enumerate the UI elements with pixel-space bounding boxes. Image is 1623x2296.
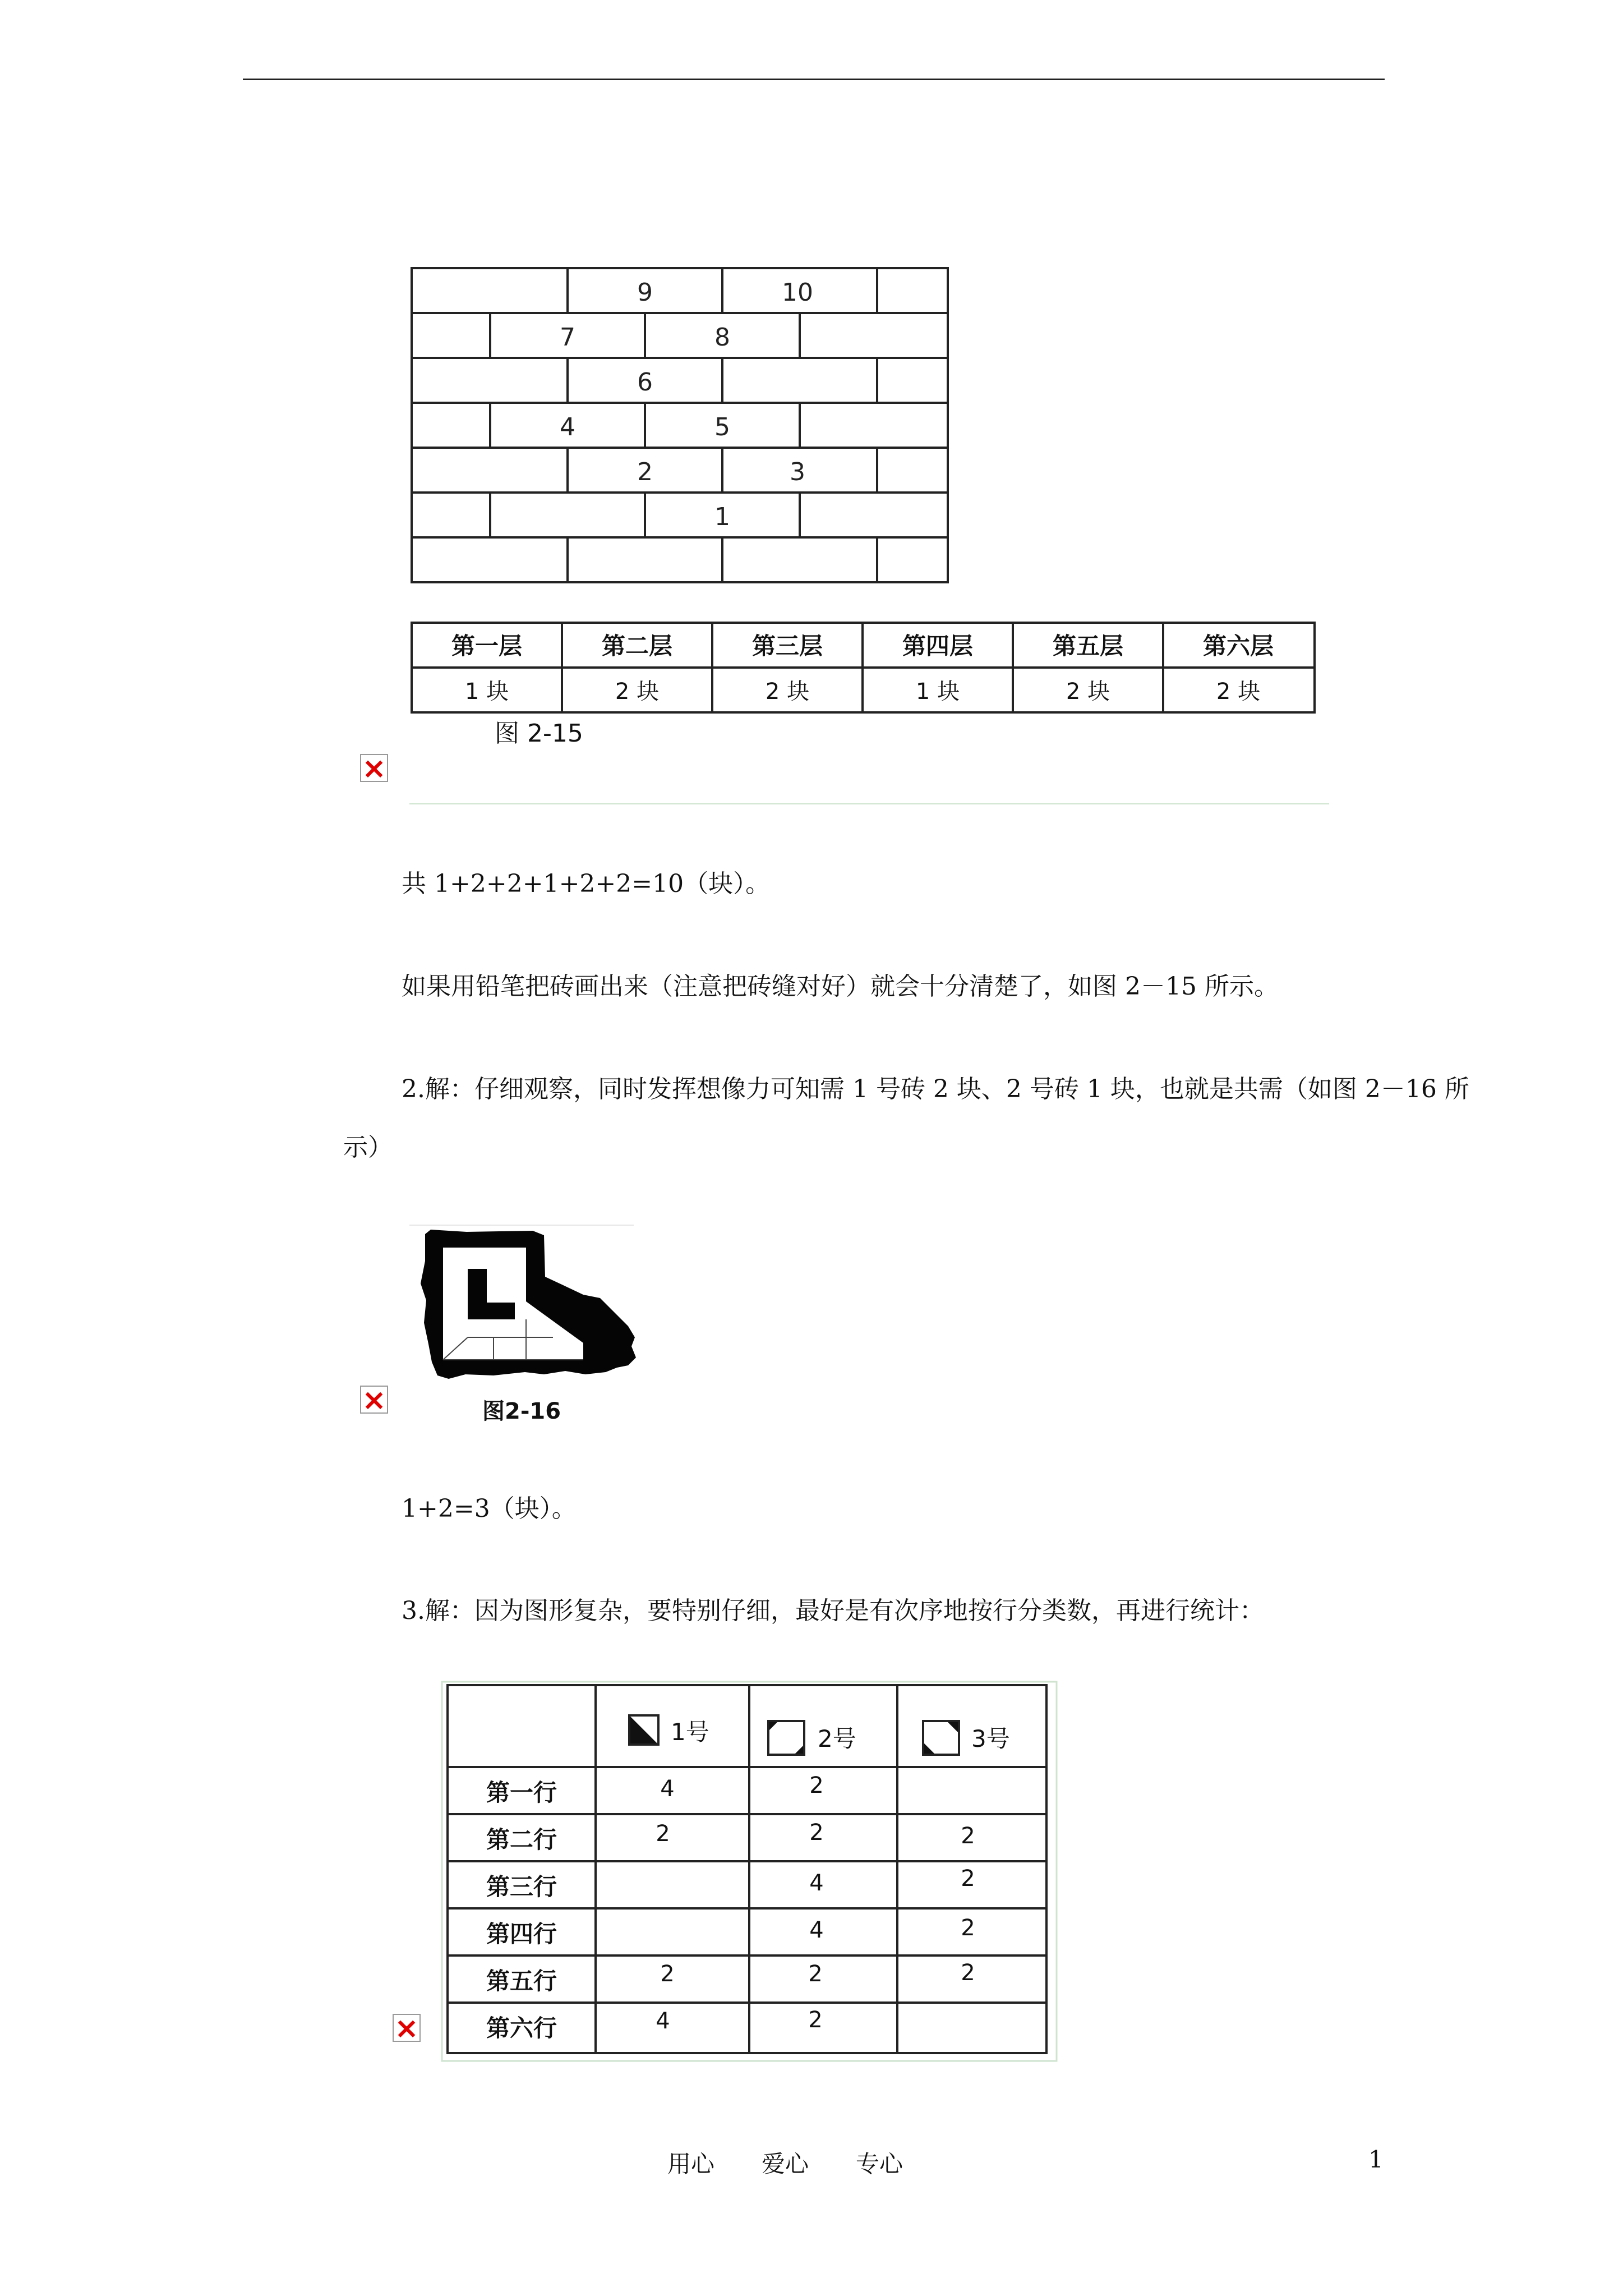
count-cell: 4 [809, 1870, 824, 1896]
count-cell: 2 [808, 2007, 823, 2033]
brick-label-2: 2 [637, 458, 653, 486]
count-header-3: 3号 [971, 1725, 1010, 1752]
brick-shape-figure [415, 1227, 639, 1396]
count-cell: 2 [961, 1960, 975, 1986]
header-rule [243, 79, 1385, 80]
broken-image-icon [360, 1386, 388, 1414]
brick-label-8: 8 [714, 323, 730, 352]
count-header-2: 2号 [818, 1725, 856, 1752]
broken-image-icon [393, 2014, 421, 2042]
layer-value-6: 2 块 [1216, 679, 1261, 705]
count-row-label: 第三行 [486, 1873, 557, 1901]
count-cell: 2 [809, 1820, 824, 1846]
layer-value-5: 2 块 [1066, 679, 1110, 705]
count-row-label: 第一行 [486, 1779, 557, 1806]
layer-header-1: 第一层 [451, 632, 523, 660]
count-cell: 2 [809, 1773, 824, 1798]
figure-2-16-caption: 图2-16 [482, 1398, 561, 1424]
paragraph-solution-3: 3.解：因为图形复杂，要特别仔细，最好是有次序地按行分类数，再进行统计： [402, 1596, 1264, 1625]
figure-2-16-watermark: 模树 [505, 1379, 525, 1391]
count-cell: 2 [660, 1961, 675, 1987]
paragraph-sum-2: 1+2=3（块）。 [402, 1494, 577, 1523]
count-cell: 4 [660, 1776, 675, 1802]
figure-2-15-caption: 图 2-15 [495, 719, 583, 748]
count-row-label: 第四行 [486, 1920, 557, 1948]
brick-label-3: 3 [790, 458, 805, 486]
count-row-label: 第六行 [486, 2014, 557, 2042]
count-cell: 4 [656, 2008, 670, 2034]
figure-divider [409, 803, 1329, 804]
paragraph-solution-2: 2.解：仔细观察，同时发挥想像力可知需 1 号砖 2 块、2 号砖 1 块，也就是共需（如图 2－16 所示） [343, 1075, 1469, 1162]
count-cell: 2 [961, 1823, 975, 1849]
brick-label-5: 5 [714, 413, 730, 441]
tile-1-icon [629, 1715, 658, 1745]
layer-table [409, 620, 1318, 716]
brick-wall-figure [409, 266, 959, 587]
paragraph-explain-1: 如果用铅笔把砖画出来（注意把砖缝对好）就会十分清楚了，如图 2－15 所示。 [402, 972, 1279, 1001]
count-cell: 2 [808, 1961, 823, 1987]
count-cell: 2 [961, 1915, 975, 1941]
layer-header-4: 第四层 [902, 632, 974, 660]
brick-label-6: 6 [637, 368, 653, 397]
count-cell: 2 [656, 1821, 670, 1847]
tile-3-icon [923, 1721, 959, 1755]
page-number: 1 [1368, 2146, 1384, 2173]
broken-image-icon [360, 754, 388, 782]
layer-value-2: 2 块 [615, 679, 660, 705]
layer-value-3: 2 块 [765, 679, 810, 705]
brick-label-4: 4 [560, 413, 575, 441]
count-cell: 4 [809, 1917, 824, 1943]
layer-header-6: 第六层 [1202, 632, 1274, 660]
layer-header-5: 第五层 [1052, 632, 1124, 660]
paragraph-sum-1: 共 1+2+2+1+2+2=10（块）。 [402, 869, 771, 898]
figure-2-16-top-line [409, 1225, 634, 1226]
layer-header-3: 第三层 [751, 632, 823, 660]
count-header-1: 1号 [671, 1718, 709, 1746]
count-cell: 2 [961, 1866, 975, 1892]
brick-label-1: 1 [714, 503, 730, 531]
layer-value-4: 1 块 [915, 679, 960, 705]
footer-motto: 用心 爱心 专心 [667, 2150, 903, 2178]
count-row-label: 第二行 [486, 1826, 557, 1853]
tile-2-icon [768, 1721, 804, 1755]
count-table [441, 1681, 1058, 2062]
count-row-label: 第五行 [486, 1967, 557, 1995]
brick-label-7: 7 [560, 323, 575, 352]
layer-header-2: 第二层 [601, 632, 673, 660]
brick-label-10: 10 [782, 278, 813, 307]
brick-label-9: 9 [637, 278, 653, 307]
layer-value-1: 1 块 [464, 679, 509, 705]
